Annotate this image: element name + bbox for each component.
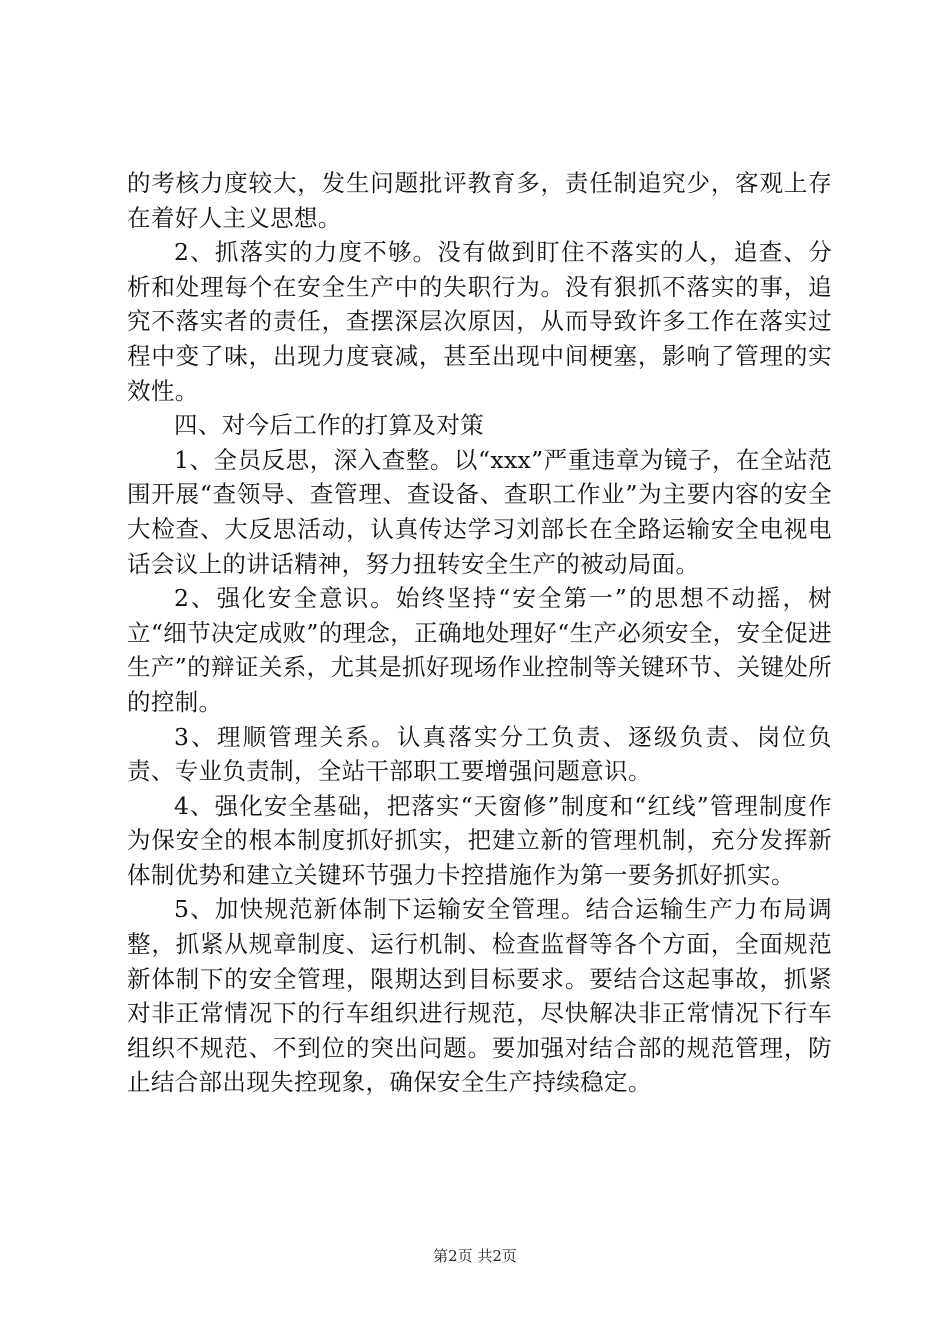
paragraph-plan-5: 5、加快规范新体制下运输安全管理。结合运输生产力布局调整，抓紧从规章制度、运行机制、检查监督等各个方面，全面规范新体制下的安全管理，限期达到目标要求。要结合这起事故，抓紧对非正常情况下的行车组织进行规范，尽快解决非正常情况下行车组织不规范、不到位的突出问题。要加强对结合部的规范管理，防止结合部出现失控现象，确保安全生产持续稳定。 <box>127 895 832 1097</box>
paragraph-item-2-implementation: 2、抓落实的力度不够。没有做到盯住不落实的人，追查、分析和处理每个在安全生产中的失职行为。没有狠抓不落实的事，追究不落实者的责任，查摆深层次原因，从而导致许多工作在落实过程中变了味，出现力度衰减，甚至出现中间梗塞，影响了管理的实效性。 <box>127 238 832 405</box>
page-number-footer: 第2页 共2页 <box>433 1247 517 1265</box>
paragraph-plan-1: 1、全员反思，深入查整。以“xxx”严重违章为镜子，在全站范围开展“查领导、查管理、查设备、查职工作业”为主要内容的安全大检查、大反思活动，认真传达学习刘部长在全路运输安全电视电话会议上的讲话精神，努力扭转安全生产的被动局面。 <box>127 445 832 578</box>
section-heading-four: 四、对今后工作的打算及对策 <box>174 411 485 440</box>
document-body <box>127 166 832 1100</box>
paragraph-plan-3: 3、理顺管理关系。认真落实分工负责、逐级负责、岗位负责、专业负责制，全站干部职工要增强问题意识。 <box>127 722 832 786</box>
paragraph-plan-4: 4、强化安全基础，把落实“天窗修”制度和“红线”管理制度作为保安全的根本制度抓好抓实，把建立新的管理机制，充分发挥新体制优势和建立关键环节强力卡控措施作为第一要务抓好抓实。 <box>127 791 832 889</box>
paragraph-plan-2: 2、强化安全意识。始终坚持“安全第一”的思想不动摇，树立“细节决定成败”的理念，正确地处理好“生产必须安全，安全促进生产”的辩证关系，尤其是抓好现场作业控制等关键环节、关键处所的控制。 <box>127 584 832 716</box>
paragraph-continuation: 的考核力度较大，发生问题批评教育多，责任制追究少，客观上存在着好人主义思想。 <box>127 169 832 232</box>
